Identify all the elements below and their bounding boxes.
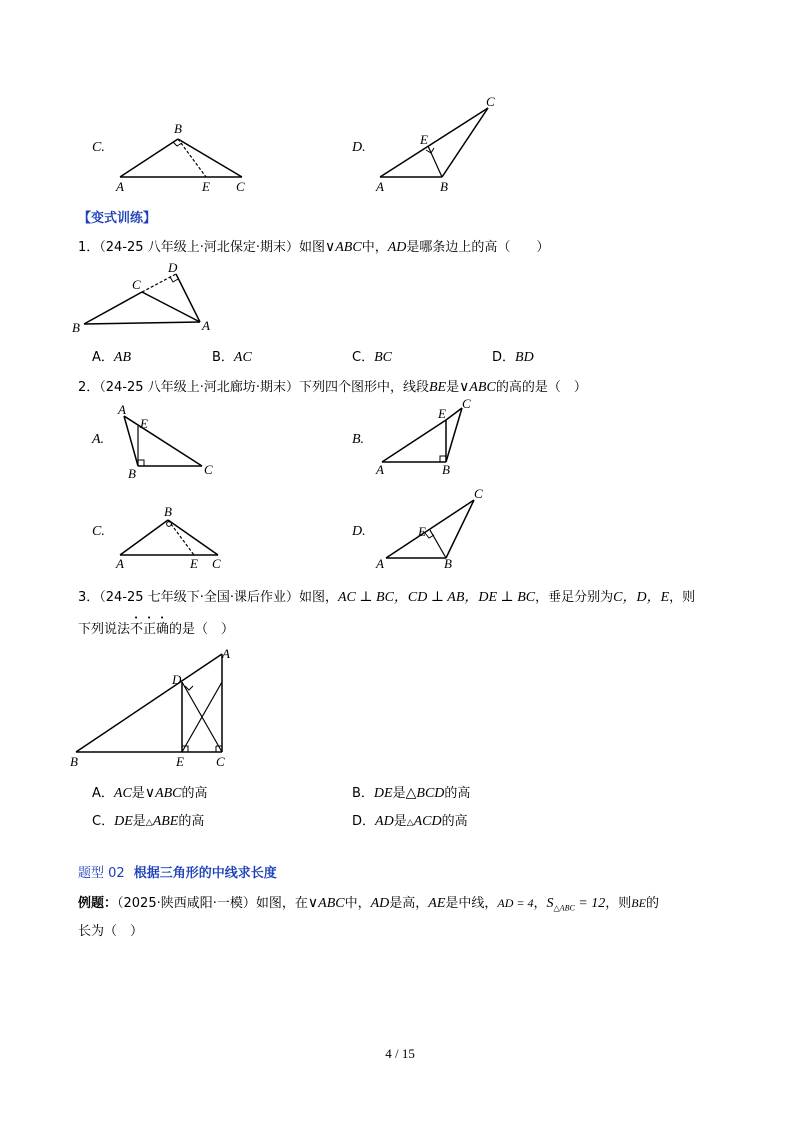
figure-top-d bbox=[370, 92, 510, 197]
point-e: E bbox=[418, 524, 426, 539]
point-c: C bbox=[462, 398, 471, 411]
point-a: A bbox=[116, 179, 124, 194]
example-line2: 长为（ ） bbox=[78, 924, 144, 939]
point-e: E bbox=[438, 406, 446, 421]
point-d: D bbox=[172, 672, 182, 687]
figure-q1 bbox=[70, 262, 230, 340]
point-c: C bbox=[486, 94, 495, 109]
point-b: B bbox=[164, 504, 172, 519]
example-line1: 例题：（2025·陕西咸阳·一模）如图，在∨ABC中，AD是高，AE是中线，AD = 4，$S_{\triangle ABC} = 12$，则BE的 bbox=[78, 896, 659, 913]
q3-option-a[interactable]: A．AC是∨ABC的高 bbox=[92, 786, 208, 801]
question-1: 1．（24-25 八年级上·河北保定·期末）如图∨ABC中，AD是哪条边上的高（ ） bbox=[78, 240, 550, 255]
page-number: 4 / 15 bbox=[385, 1046, 415, 1061]
point-e: E bbox=[190, 556, 198, 571]
point-a: A bbox=[118, 402, 126, 417]
q3-option-d[interactable]: D．AD是△ACD的高 bbox=[352, 814, 468, 829]
point-c: C bbox=[474, 486, 483, 501]
q2-figure-b bbox=[370, 398, 480, 482]
q3-option-b[interactable]: B．DE是△BCD的高 bbox=[352, 786, 471, 801]
figure-top-c bbox=[110, 115, 260, 195]
point-b: B bbox=[70, 754, 78, 769]
point-b: B bbox=[174, 121, 182, 136]
q2-figure-d bbox=[370, 486, 490, 572]
point-e: E bbox=[420, 132, 428, 147]
q2-figure-c-label: C. bbox=[92, 524, 105, 539]
point-b: B bbox=[442, 462, 450, 477]
q1-option-b[interactable]: B．AC bbox=[212, 350, 252, 365]
q2-figure-b-label: B. bbox=[352, 432, 365, 447]
point-b: B bbox=[128, 466, 136, 481]
q3-option-c[interactable]: C．DE是△ABE的高 bbox=[92, 814, 205, 829]
point-b: B bbox=[444, 556, 452, 571]
q2-figure-c bbox=[110, 500, 230, 572]
q1-option-d[interactable]: D．BD bbox=[492, 350, 534, 365]
point-b: B bbox=[72, 320, 80, 335]
section-heading: 【变式训练】 bbox=[78, 211, 157, 226]
q2-figure-d-label: D. bbox=[352, 524, 366, 539]
point-a: A bbox=[202, 318, 210, 333]
point-c: C bbox=[132, 277, 141, 292]
q1-option-a[interactable]: A．AB bbox=[92, 350, 132, 365]
point-c: C bbox=[216, 754, 225, 769]
option-label-c-top: C. bbox=[92, 140, 105, 155]
point-b: B bbox=[440, 179, 448, 194]
point-c: C bbox=[212, 556, 221, 571]
point-e: E bbox=[140, 416, 148, 431]
point-c: C bbox=[204, 462, 213, 477]
point-a: A bbox=[376, 556, 384, 571]
emphasis-text: 不正确 bbox=[130, 622, 170, 637]
figure-q3 bbox=[66, 642, 246, 770]
point-e: E bbox=[202, 179, 210, 194]
question-3-line2: 下列说法不正确的是（ ） bbox=[78, 622, 235, 637]
point-a: A bbox=[116, 556, 124, 571]
option-label-d-top: D. bbox=[352, 140, 366, 155]
point-a: A bbox=[376, 179, 384, 194]
question-3-line1: 3．（24-25 七年级下·全国·课后作业）如图，AC ⊥ BC，CD ⊥ AB，DE ⊥ BC，垂足分别为C，D，E，则 bbox=[78, 590, 696, 605]
question-2: 2．（24-25 八年级上·河北廊坊·期末）下列四个图形中，线段BE是∨ABC的高的是（ ） bbox=[78, 380, 587, 395]
point-d: D bbox=[168, 262, 178, 275]
point-a: A bbox=[222, 646, 230, 661]
q2-figure-a-label: A. bbox=[92, 432, 105, 447]
q1-option-c[interactable]: C．BC bbox=[352, 350, 392, 365]
type-heading: 题型 02 根据三角形的中线求长度 bbox=[78, 866, 277, 881]
point-e: E bbox=[176, 754, 184, 769]
q2-figure-a bbox=[110, 400, 220, 482]
point-a: A bbox=[376, 462, 384, 477]
point-c: C bbox=[236, 179, 245, 194]
